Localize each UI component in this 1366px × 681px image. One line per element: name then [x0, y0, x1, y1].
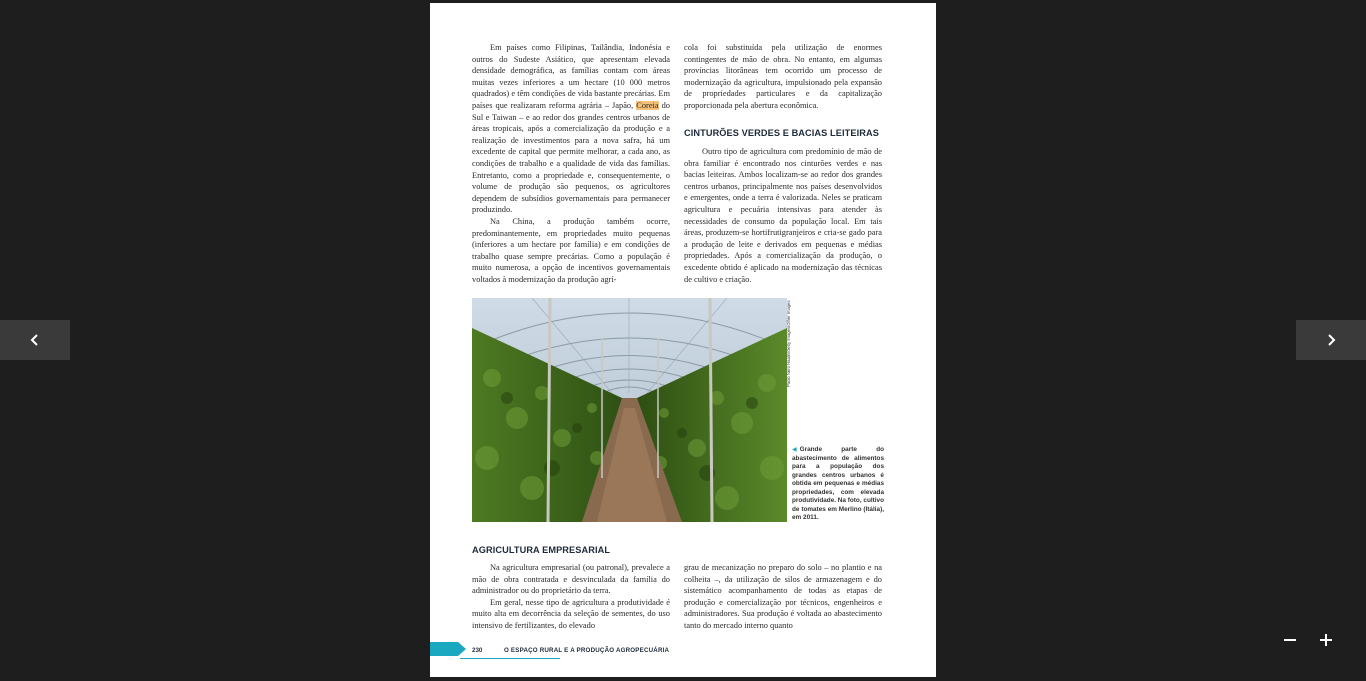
paragraph: [472, 42, 670, 216]
greenhouse-photo: [472, 298, 787, 522]
paragraph-text: Em países como Filipinas, Tailândia, Indonésia e outros do Sudeste Asiático, que apresentam elevada densidade demográfica, as famílias contam com áreas muitas vezes inferiores a um hectare (10 000 metros quadrados) e têm condições de vida bastante precárias. Em países que realizaram reforma agrária – Japão,: [472, 43, 670, 110]
footer-rule: [460, 658, 560, 659]
paragraph: Na agricultura empresarial (ou patronal), prevalece a mão de obra contratada e desvinculada da família do administrador ou do proprietário da terra.: [472, 563, 670, 596]
paragraph-text: do Sul e Taiwan – e ao redor dos grandes centros urbanos de áreas tropicais, após a comercialização da produção e a realização de investimentos para a nova safra, há um excedente de capital que permite melhorar, a cada ano, as condições de trabalho e a qualidade de vida das famílias. Entretanto, como a propriedade e, consequentemente, o volume de produção são pequenos, os agricultores dependem de subsídios governamentais para permanecer produzindo.: [472, 100, 670, 215]
photo-caption: [792, 446, 884, 523]
bottom-right-column: [684, 562, 882, 632]
plus-icon: [1320, 634, 1332, 646]
page-footer: [430, 639, 936, 669]
right-column-top: [684, 42, 882, 112]
search-highlight: Coreia: [636, 100, 659, 110]
section-heading: AGRICULTURA EMPRESARIAL: [472, 545, 611, 555]
book-page: [430, 3, 936, 677]
paragraph: cola foi substituída pela utilização de enormes contingentes de mão de obra. No entanto, em algumas províncias litorâneas tem ocorrido um processo de modernização da agricultura, impulsionado pela expansão de propriedades particulares e da capitalização proporcionada pela abertura econômica.: [684, 43, 882, 110]
chevron-right-icon: [1324, 333, 1338, 347]
chapter-title: O ESPAÇO RURAL E A PRODUÇÃO AGROPECUÁRIA: [504, 647, 670, 654]
chevron-left-icon: [28, 333, 42, 347]
left-column: [472, 42, 670, 285]
caption-text: Grande parte do abastecimento de alimentos para a população dos grandes centros urbanos é obtida em pequenas e médias propriedades, com elevada produtividade. Na foto, cultivo de tomates em Merlino (Itália), em 2011.: [792, 446, 884, 521]
paragraph: Na China, a produção também ocorre, predominantemente, em propriedades muito pequenas (inferiores a um hectare por família) e em condições de trabalho quase sempre precárias. Como a população é muito numerosa, a opção de incentivos governamentais voltados à modernização da produção agrí-: [472, 216, 670, 284]
section-heading: CINTURÕES VERDES E BACIAS LEITEIRAS: [684, 128, 879, 138]
footer-band-icon: [430, 642, 466, 656]
caption-marker-icon: ◀: [792, 447, 797, 453]
paragraph: Em geral, nesse tipo de agricultura a produtividade é muito alta em decorrência da seleção de sementes, do uso intensivo de fertilizantes, do elevado: [472, 597, 670, 630]
zoom-out-button[interactable]: [1280, 630, 1300, 650]
previous-page-button[interactable]: [0, 320, 70, 360]
paragraph: grau de mecanização no preparo do solo – no plantio e na colheita –, da utilização de silos de armazenagem e do sistemático acompanhamento de todas as etapas de produção e comercialização por técnicos, engenheiros e administradores. Sua produção é voltada ao abastecimento tanto do mercado interno quanto: [684, 563, 882, 630]
photo-credit: Paolo Nero Haalin/Getty Images/Other Images: [786, 300, 791, 387]
paragraph: Outro tipo de agricultura com predomínio de mão de obra familiar é encontrado nos cinturões verdes e nas bacias leiteiras. Ambos localizam-se ao redor dos grandes centros urbanos, principalmente nos países desenvolvidos e emergentes, onde a terra é valorizada. Neles se praticam agricultura e pecuária intensivas para atender às necessidades de consumo da população local. Em tais áreas, produzem-se hortifrutigranjeiros e cria-se gado para a produção de leite e derivados em pequenas e médias propriedades. Após a comercialização da produção, o excedente obtido é aplicado na modernização das técnicas de cultivo e criação.: [684, 147, 882, 284]
minus-icon: [1284, 634, 1296, 646]
next-page-button[interactable]: [1296, 320, 1366, 360]
zoom-in-button[interactable]: [1316, 630, 1336, 650]
page-number: 230: [472, 647, 483, 654]
bottom-left-column: [472, 562, 670, 632]
right-column-body: [684, 146, 882, 285]
